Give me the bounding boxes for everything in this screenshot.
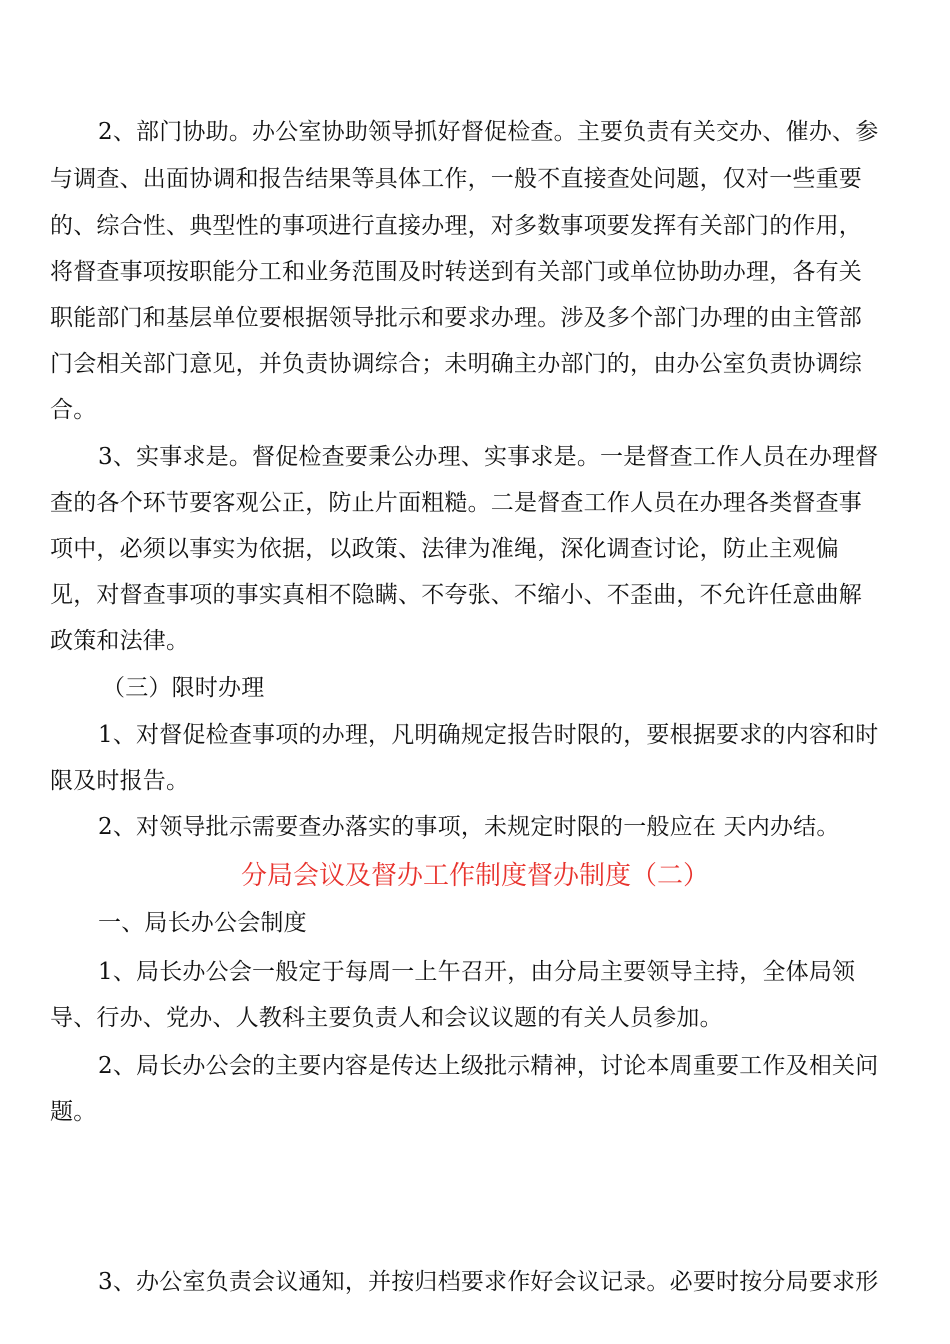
text-line: 2、局长办公会的主要内容是传达上级批示精神，讨论本周重要工作及相关问 — [98, 1053, 879, 1079]
section-heading: （三）限时办理 — [102, 675, 265, 701]
text-line: 项中，必须以事实为依据，以政策、法律为准绳，深化调查讨论，防止主观偏 — [50, 536, 839, 562]
text-line: 3、实事求是。督促检查要秉公办理、实事求是。一是督查工作人员在办理督 — [98, 444, 879, 470]
text-line: 查的各个环节要客观公正，防止片面粗糙。二是督查工作人员在办理各类督查事 — [50, 490, 862, 516]
text-line: 1、局长办公会一般定于每周一上午召开，由分局主要领导主持，全体局领 — [98, 959, 856, 985]
text-line: 2、对领导批示需要查办落实的事项，未规定时限的一般应在 天内办结。 — [98, 814, 840, 840]
text-line: 的、综合性、典型性的事项进行直接办理，对多数事项要发挥有关部门的作用， — [50, 213, 862, 239]
text-line: 政策和法律。 — [50, 628, 190, 654]
section-heading: 一、局长办公会制度 — [98, 910, 307, 936]
text-line: 合。 — [50, 397, 97, 423]
text-line: 与调查、出面协调和报告结果等具体工作，一般不直接查处问题，仅对一些重要 — [50, 166, 862, 192]
text-line: 职能部门和基层单位要根据领导批示和要求办理。涉及多个部门办理的由主管部 — [50, 305, 862, 331]
text-line: 门会相关部门意见，并负责协调综合；未明确主办部门的，由办公室负责协调综 — [50, 351, 862, 377]
text-line: 1、对督促检查事项的办理，凡明确规定报告时限的，要根据要求的内容和时 — [98, 722, 879, 748]
text-line: 见，对督查事项的事实真相不隐瞒、不夸张、不缩小、不歪曲，不允许任意曲解 — [50, 582, 862, 608]
text-line: 将督查事项按职能分工和业务范围及时转送到有关部门或单位协助办理，各有关 — [50, 259, 862, 285]
text-line: 限及时报告。 — [50, 768, 190, 794]
text-line: 题。 — [50, 1099, 97, 1125]
document-title: 分局会议及督办工作制度督办制度（二） — [240, 861, 709, 891]
text-line: 3、办公室负责会议通知，并按归档要求作好会议记录。必要时按分局要求形 — [98, 1269, 879, 1295]
text-line: 导、行办、党办、人教科主要负责人和会议议题的有关人员参加。 — [50, 1005, 723, 1031]
text-line: 2、部门协助。办公室协助领导抓好督促检查。主要负责有关交办、催办、参 — [98, 119, 879, 145]
